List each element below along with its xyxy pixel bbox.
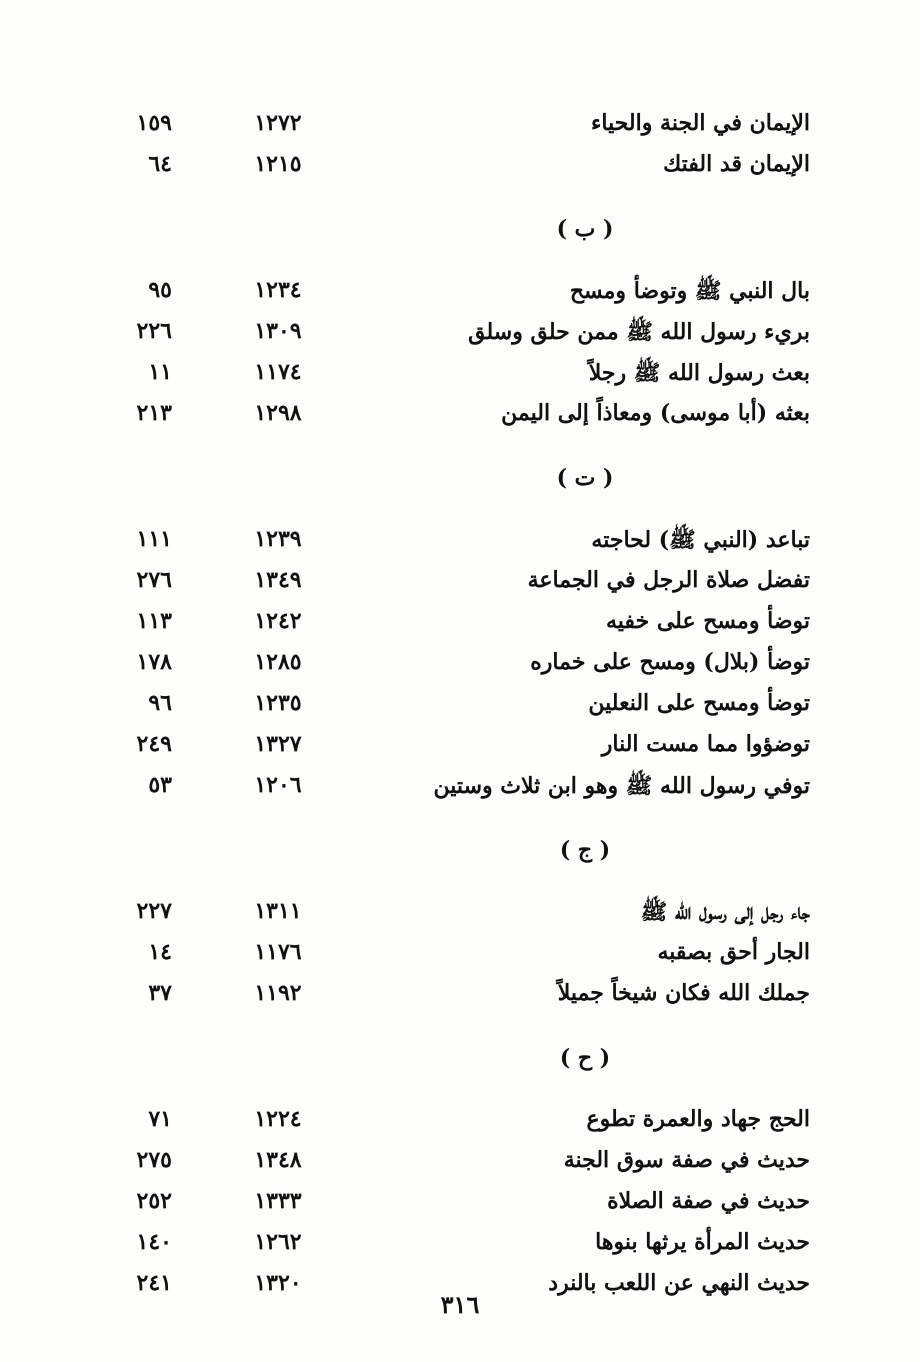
entry-hadith-number: ١١٩٢ (254, 980, 302, 1006)
index-entry (0, 647, 920, 688)
hadith-index-list (0, 108, 920, 1309)
entry-page-number: ٢٤٩ (136, 731, 172, 757)
entry-page-number: ٥٣ (148, 772, 172, 798)
entry-hadith-number: ١٣٣٣ (254, 1188, 302, 1214)
entry-title: تفضل صلاة الرجل في الجماعة (527, 567, 810, 593)
entry-page-number: ٣٧ (148, 980, 172, 1006)
index-entry (0, 937, 920, 978)
entry-title: توضؤوا مما مست النار (601, 731, 810, 757)
entry-title: توضأ ومسح على خفيه (606, 608, 810, 634)
entry-page-number: ٢٤١ (136, 1270, 172, 1296)
entry-title: تباعد (النبي ﷺ) لحاجته (591, 527, 810, 553)
entry-hadith-number: ١٢٣٩ (254, 526, 302, 552)
entry-hadith-number: ١٢١٥ (254, 151, 302, 177)
entry-hadith-number: ١٢٦٢ (254, 1229, 302, 1255)
entry-title: بعثه (أبا موسى) ومعاذاً إلى اليمن (501, 400, 810, 426)
entry-title: الحج جهاد والعمرة تطوع (586, 1106, 810, 1132)
section-letter: ( ج ) (559, 837, 611, 863)
section-heading (0, 212, 920, 253)
entry-title: بال النبي ﷺ وتوضأ ومسح (569, 278, 810, 304)
entry-hadith-number: ١٣٤٩ (254, 567, 302, 593)
index-entry (0, 149, 920, 190)
index-entry (0, 524, 920, 565)
index-entry (0, 565, 920, 606)
entry-title: بعث رسول الله ﷺ رجلاً (588, 360, 810, 386)
index-entry (0, 108, 920, 149)
entry-hadith-number: ١٣٠٩ (254, 318, 302, 344)
entry-page-number: ١٧٨ (136, 649, 172, 675)
entry-title: توضأ (بلال) ومسح على خماره (530, 649, 810, 675)
entry-title: الجار أحق بصقبه (657, 939, 810, 965)
entry-title: حديث المرأة يرثها بنوها (595, 1229, 810, 1255)
entry-hadith-number: ١٢٨٥ (254, 649, 302, 675)
page-number: ٣١٦ (440, 1290, 480, 1319)
entry-hadith-number: ١٢٩٨ (254, 400, 302, 426)
index-entry (0, 896, 920, 937)
index-entry (0, 316, 920, 357)
entry-hadith-number: ١٢٣٤ (254, 277, 302, 303)
section-heading (0, 461, 920, 502)
index-entry (0, 1145, 920, 1186)
entry-title: حديث في صفة سوق الجنة (563, 1147, 810, 1173)
section-letter: ( ت ) (556, 465, 614, 491)
index-entry (0, 1227, 920, 1268)
entry-hadith-number: ١٣٢٧ (254, 731, 302, 757)
entry-page-number: ٢٢٦ (136, 318, 172, 344)
entry-title: الإيمان قد الفتك (663, 151, 810, 177)
entry-hadith-number: ١٣١١ (254, 898, 302, 924)
entry-page-number: ٢٢٧ (136, 898, 172, 924)
entry-hadith-number: ١١٧٤ (254, 359, 302, 385)
index-entry (0, 770, 920, 811)
section-letter: ( ب ) (556, 216, 614, 242)
entry-hadith-number: ١٢٢٤ (254, 1106, 302, 1132)
index-entry (0, 1186, 920, 1227)
entry-page-number: ٧١ (148, 1106, 172, 1132)
entry-page-number: ٩٦ (148, 690, 172, 716)
entry-hadith-number: ١٣٢٠ (254, 1270, 302, 1296)
entry-hadith-number: ١١٧٦ (254, 939, 302, 965)
entry-page-number: ١٤٠ (136, 1229, 172, 1255)
index-entry (0, 398, 920, 439)
entry-title: توفي رسول الله ﷺ وهو ابن ثلاث وستين (433, 773, 810, 799)
entry-page-number: ١١١ (136, 526, 172, 552)
entry-page-number: ١١٣ (136, 608, 172, 634)
entry-page-number: ١٥٩ (136, 110, 172, 136)
entry-hadith-number: ١٢٤٢ (254, 608, 302, 634)
index-entry (0, 1104, 920, 1145)
entry-page-number: ١٤ (148, 939, 172, 965)
entry-hadith-number: ١٢٧٢ (254, 110, 302, 136)
section-letter: ( ح ) (559, 1045, 611, 1071)
entry-title: توضأ ومسح على النعلين (588, 690, 810, 716)
entry-page-number: ٢٥٢ (136, 1188, 172, 1214)
entry-page-number: ٢١٣ (136, 400, 172, 426)
section-heading (0, 833, 920, 874)
entry-hadith-number: ١٣٤٨ (254, 1147, 302, 1173)
index-entry (0, 688, 920, 729)
index-entry (0, 606, 920, 647)
entry-title: الإيمان في الجنة والحياء (591, 110, 810, 136)
entry-title: جاء رجل إلى رسول الله ﷺ (640, 899, 810, 925)
index-entry (0, 978, 920, 1019)
entry-hadith-number: ١٢٣٥ (254, 690, 302, 716)
entry-page-number: ٢٧٥ (136, 1147, 172, 1173)
entry-page-number: ٩٥ (148, 277, 172, 303)
section-heading (0, 1041, 920, 1082)
entry-page-number: ٦٤ (148, 151, 172, 177)
index-entry (0, 729, 920, 770)
entry-page-number: ٢٧٦ (136, 567, 172, 593)
entry-hadith-number: ١٢٠٦ (254, 772, 302, 798)
entry-page-number: ١١ (148, 359, 172, 385)
entry-title: حديث النهي عن اللعب بالنرد (548, 1270, 810, 1296)
entry-title: بريء رسول الله ﷺ ممن حلق وسلق (468, 319, 810, 345)
entry-title: حديث في صفة الصلاة (607, 1188, 810, 1214)
index-entry (0, 275, 920, 316)
entry-title: جملك الله فكان شيخاً جميلاً (557, 980, 810, 1006)
index-entry (0, 357, 920, 398)
